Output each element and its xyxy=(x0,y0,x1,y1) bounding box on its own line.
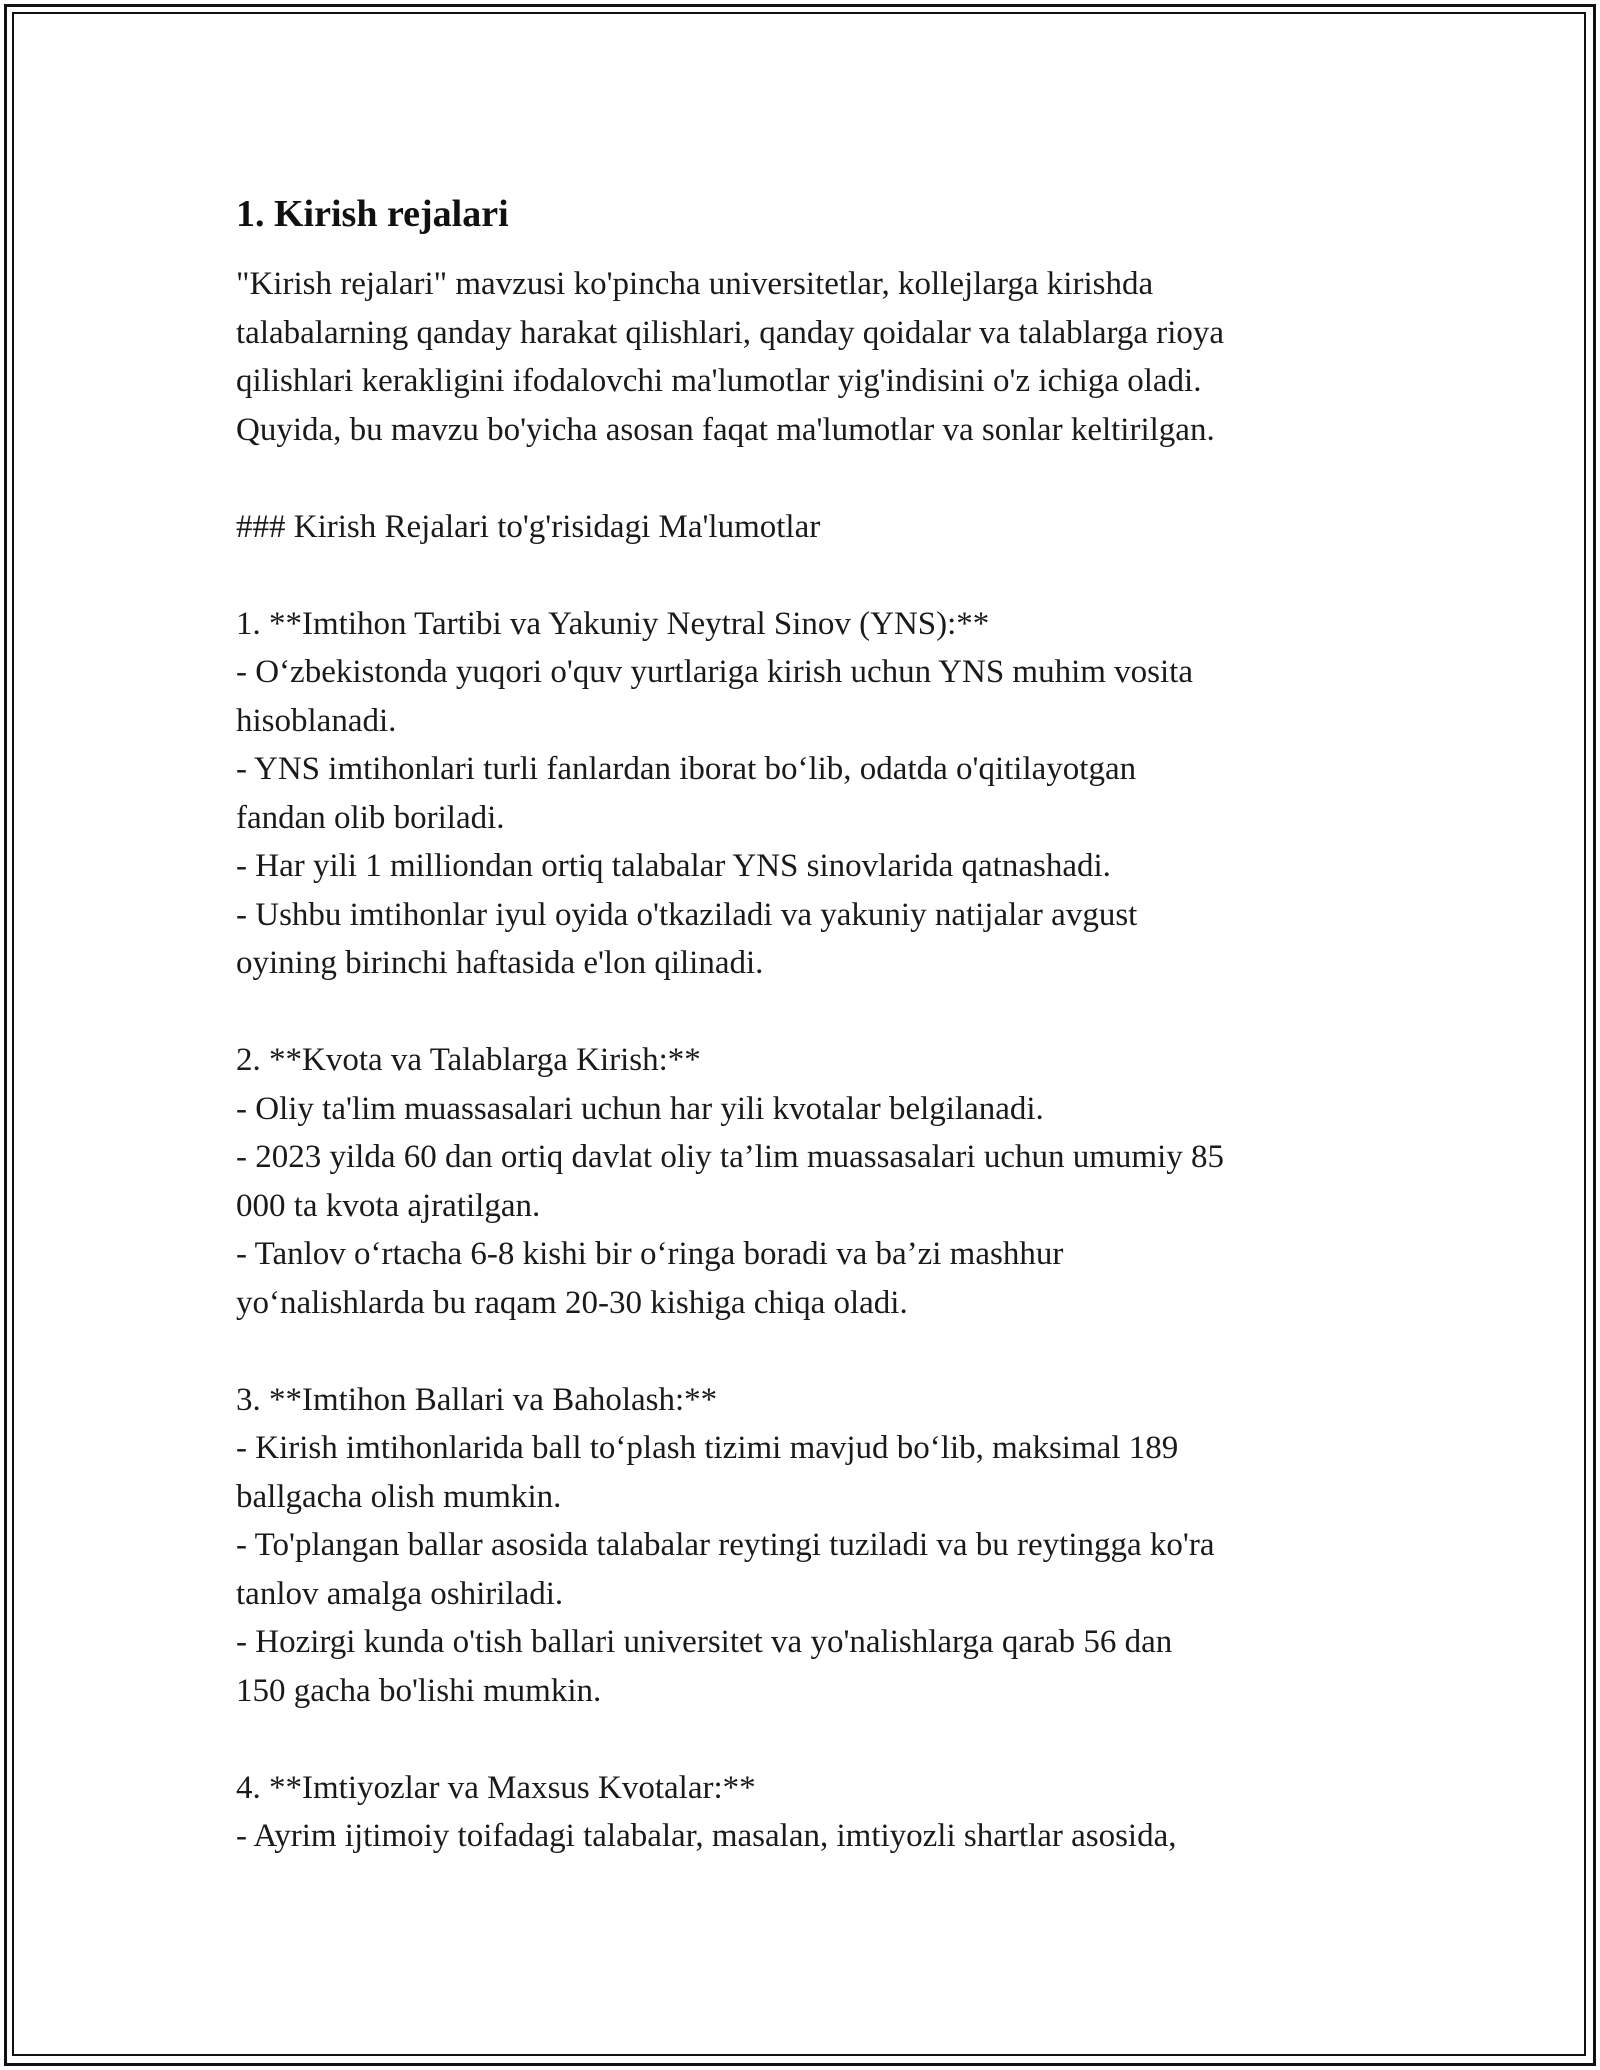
section-exam-procedure: 1. **Imtihon Tartibi va Yakuniy Neytral Sinov (YNS):** - O‘zbekistonda yuqori o'quv yurtlariga kirish uchun YNS muhim vosita hisoblanadi. - YNS imtihonlari turli fanlardan iborat bo‘lib, odatda o'qitilayotgan fandan olib boriladi. - Har yili 1 milliondan ortiq talabalar YNS sinovlarida qatnashadi. - Ushbu imtihonlar iyul oyida o'tkaziladi va yakuniy natijalar avgust oyining birinchi haftasida e'lon qilinadi. xyxy=(236,605,1193,981)
section-exam-scores: 3. **Imtihon Ballari va Baholash:** - Kirish imtihonlarida ball to‘plash tizimi mavjud bo‘lib, maksimal 189 ballgacha olish mumkin. - To'plangan ballar asosida talabalar reytingi tuziladi va bu reytingga ko'ra tanlov amalga oshiriladi. - Hozirgi kunda o'tish ballari universitet va yo'nalishlarga qarab 56 dan 150 gacha bo'lishi mumkin. xyxy=(236,1381,1215,1709)
section-quota-admission: 2. **Kvota va Talablarga Kirish:** - Oliy ta'lim muassasalari uchun har yili kvotalar belgilanadi. - 2023 yilda 60 dan ortiq davlat oliy ta’lim muassasalari uchun umumiy 85 000 ta kvota ajratilgan. - Tanlov o‘rtacha 6-8 kishi bir o‘ringa boradi va ba’zi mashhur yo‘nalishlarda bu raqam 20-30 kishiga chiqa oladi. xyxy=(236,1042,1224,1321)
paragraph-gap xyxy=(236,551,1396,600)
subheading: ### Kirish Rejalari to'g'risidagi Ma'lumotlar xyxy=(236,508,821,545)
document-body xyxy=(236,190,1396,1861)
document-title: 1. Kirish rejalari xyxy=(236,193,509,235)
paragraph-gap xyxy=(236,1327,1396,1376)
paragraph-gap xyxy=(236,1715,1396,1764)
paragraph-gap xyxy=(236,988,1396,1037)
section-privileges-quotas: 4. **Imtiyozlar va Maxsus Kvotalar:** - Ayrim ijtimoiy toifadagi talabalar, masalan, imtiyozli shartlar asosida, xyxy=(236,1769,1177,1854)
intro-paragraph: "Kirish rejalari" mavzusi ko'pincha universitetlar, kollejlarga kirishda talabalarning qanday harakat qilishlari, qanday qoidalar va talablarga rioya qilishlari kerakligini ifodalovchi ma'lumotlar yig'indisini o'z ichiga oladi. Quyida, bu mavzu bo'yicha asosan faqat ma'lumotlar va sonlar keltirilgan. xyxy=(236,266,1225,448)
paragraph-gap xyxy=(236,454,1396,503)
